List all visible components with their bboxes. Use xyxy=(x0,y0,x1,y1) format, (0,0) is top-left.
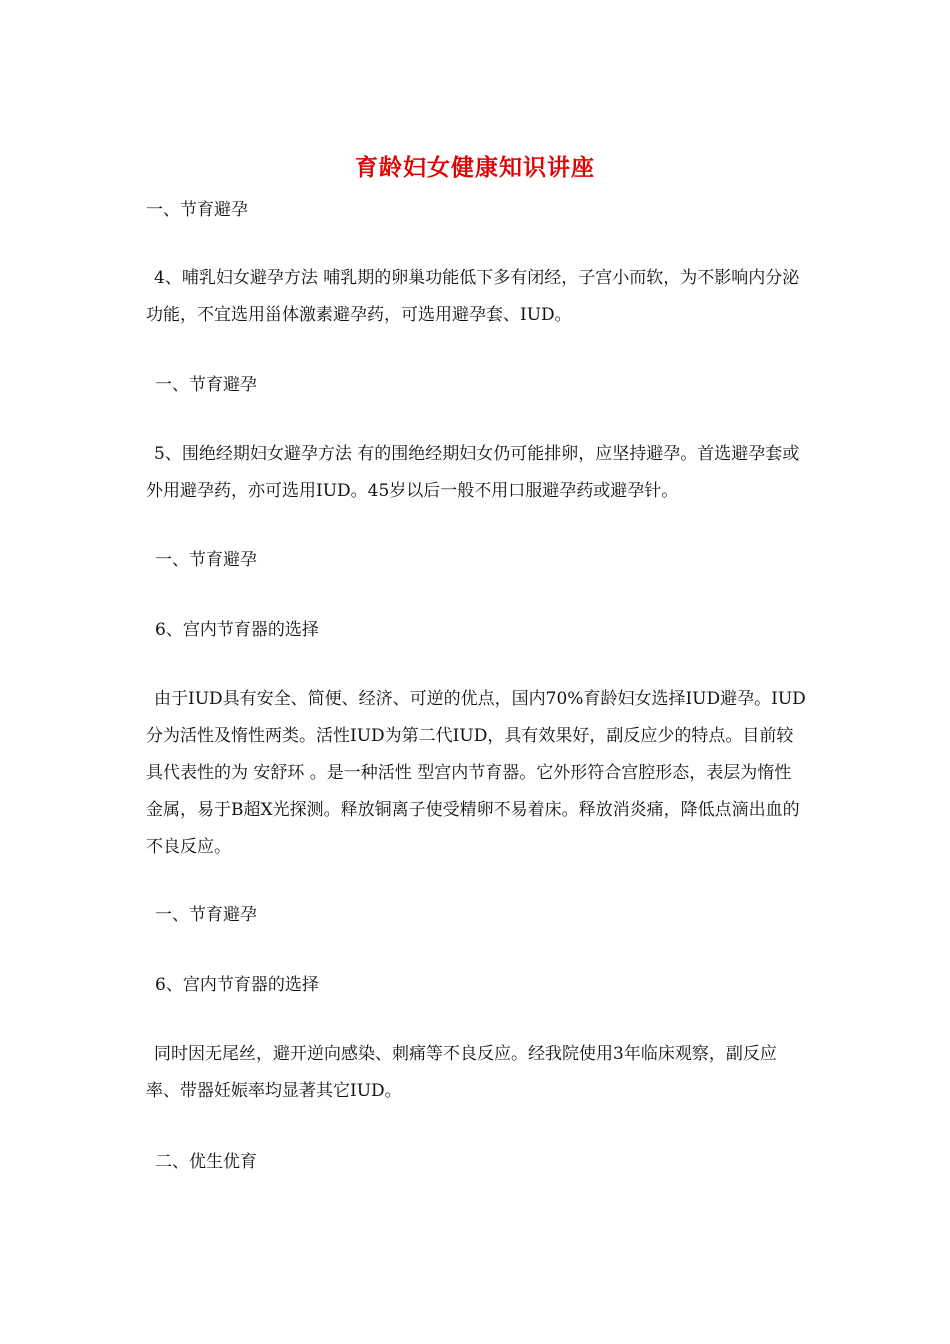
subsection-heading: 6、宫内节育器的选择 xyxy=(155,975,319,995)
paragraph: 由于IUD具有安全、简便、经济、可逆的优点，国内70%育龄妇女选择IUD避孕。IUD分为活性及惰性两类。活性IUD为第二代IUD，具有效果好，副反应少的特点。目前较具代表性的为 安舒环 。是一种活性 型宫内节育器。它外形符合宫腔形态，表层为惰性金属，易于B超X光探测。释放铜离子使受精卵不易着床。释放消炎痛，降低点滴出血的不良反应。 xyxy=(146,689,806,857)
section-heading: 一、节育避孕 xyxy=(155,905,257,925)
section-heading: 二、优生优育 xyxy=(155,1152,257,1172)
subsection-heading: 6、宫内节育器的选择 xyxy=(155,620,319,640)
paragraph: 5、围绝经期妇女避孕方法 有的围绝经期妇女仍可能排卵，应坚持避孕。首选避孕套或外用避孕药，亦可选用IUD。45岁以后一般不用口服避孕药或避孕针。 xyxy=(146,444,800,501)
section-heading: 一、节育避孕 xyxy=(155,375,257,395)
section-heading: 一、节育避孕 xyxy=(155,550,257,570)
paragraph: 4、哺乳妇女避孕方法 哺乳期的卵巢功能低下多有闭经，子宫小而软，为不影响内分泌功能，不宜选用甾体激素避孕药，可选用避孕套、IUD。 xyxy=(146,268,800,325)
document-title: 育龄妇女健康知识讲座 xyxy=(355,154,595,181)
paragraph: 同时因无尾丝，避开逆向感染、刺痛等不良反应。经我院使用3年临床观察，副反应率、带器妊娠率均显著其它IUD。 xyxy=(146,1044,777,1101)
section-heading: 一、节育避孕 xyxy=(146,200,248,220)
